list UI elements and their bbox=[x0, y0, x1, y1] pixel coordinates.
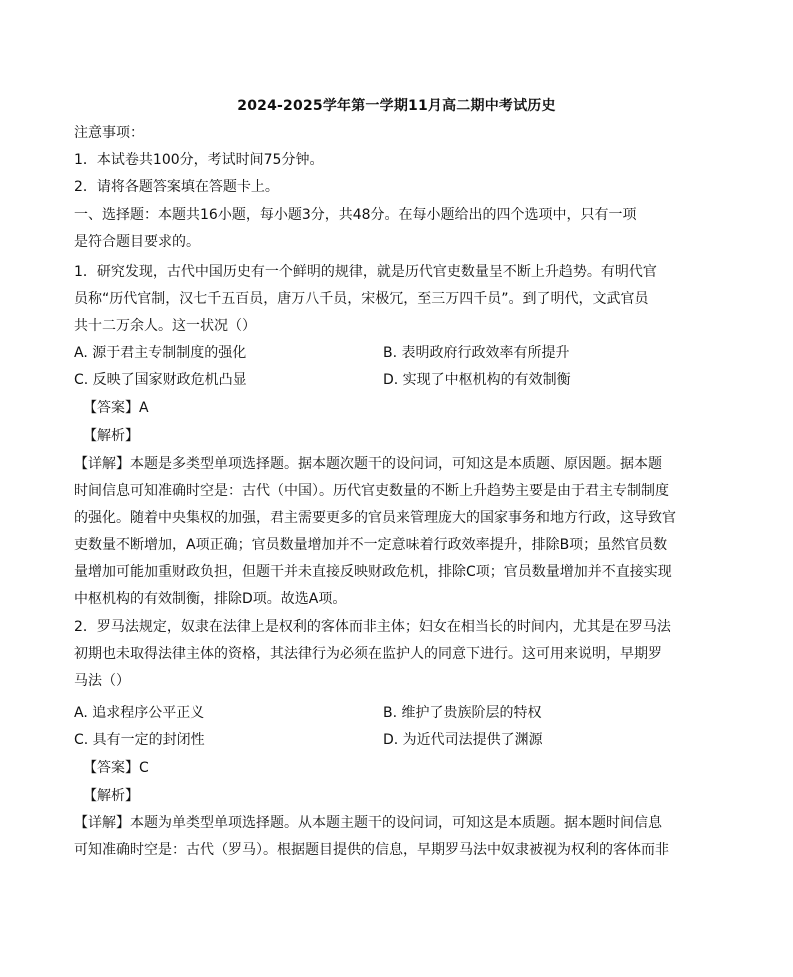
question-1-option-c: C. 反映了国家财政危机凸显 bbox=[74, 372, 247, 388]
question-1-detail-line-6: 中枢机构的有效制衡，排除D项。故选A项。 bbox=[74, 591, 347, 607]
question-1-stem-line-3: 共十二万余人。这一状况（） bbox=[74, 318, 256, 334]
notice-item-1: 1．本试卷共100分，考试时间75分钟。 bbox=[74, 152, 324, 168]
question-2-answer: 【答案】C bbox=[83, 760, 149, 776]
notice-heading: 注意事项： bbox=[74, 125, 144, 141]
question-2-stem-line-2: 初期也未取得法律主体的资格，其法律行为必须在监护人的同意下进行。这可用来说明，早期罗 bbox=[74, 646, 662, 662]
exam-title: 2024-2025学年第一学期11月高二期中考试历史 bbox=[237, 98, 556, 114]
question-2-stem-line-3: 马法（） bbox=[74, 673, 130, 689]
notice-item-2: 2．请将各题答案填在答题卡上。 bbox=[74, 179, 279, 195]
question-1-option-d: D. 实现了中枢机构的有效制衡 bbox=[383, 372, 571, 388]
question-2-analysis-label: 【解析】 bbox=[83, 788, 139, 804]
section-instructions-line-2: 是符合题目要求的。 bbox=[74, 234, 200, 250]
section-instructions-line-1: 一、选择题：本题共16小题，每小题3分，共48分。在每小题给出的四个选项中，只有一项 bbox=[74, 207, 637, 223]
question-1-detail-line-3: 的强化。随着中央集权的加强，君主需要更多的官员来管理庞大的国家事务和地方行政，这导致官 bbox=[74, 510, 676, 526]
question-1-detail-line-5: 量增加可能加重财政负担，但题干并未直接反映财政危机，排除C项；官员数量增加并不直接实现 bbox=[74, 564, 672, 580]
question-2-option-c: C. 具有一定的封闭性 bbox=[74, 732, 205, 748]
question-1-detail-line-2: 时间信息可知准确时空是：古代（中国）。历代官吏数量的不断上升趋势主要是由于君主专制制度 bbox=[74, 483, 669, 499]
question-2-detail-line-1: 【详解】本题为单类型单项选择题。从本题主题干的设问词，可知这是本质题。据本题时间信息 bbox=[74, 815, 662, 831]
question-2-detail-line-2: 可知准确时空是：古代（罗马）。根据题目提供的信息，早期罗马法中奴隶被视为权利的客体而非 bbox=[74, 842, 669, 858]
question-1-detail-line-1: 【详解】本题是多类型单项选择题。据本题次题干的设问词，可知这是本质题、原因题。据本题 bbox=[74, 456, 662, 472]
question-1-analysis-label: 【解析】 bbox=[83, 428, 139, 444]
question-1-stem-line-2: 员称“历代官制，汉七千五百员，唐万八千员，宋极冗，至三万四千员”。到了明代，文武官员 bbox=[74, 291, 649, 307]
question-2-stem-line-1: 2．罗马法规定，奴隶在法律上是权利的客体而非主体；妇女在相当长的时间内，尤其是在罗马法 bbox=[74, 619, 671, 635]
question-1-stem-line-1: 1．研究发现，古代中国历史有一个鲜明的规律，就是历代官吏数量呈不断上升趋势。有明代官 bbox=[74, 264, 657, 280]
question-1-answer: 【答案】A bbox=[83, 400, 149, 416]
question-2-option-b: B. 维护了贵族阶层的特权 bbox=[383, 705, 542, 721]
question-2-option-d: D. 为近代司法提供了渊源 bbox=[383, 732, 543, 748]
question-1-detail-line-4: 吏数量不断增加，A项正确；官员数量增加并不一定意味着行政效率提升，排除B项；虽然官员数 bbox=[74, 537, 668, 553]
question-1-option-b: B. 表明政府行政效率有所提升 bbox=[383, 345, 570, 361]
question-2-option-a: A. 追求程序公平正义 bbox=[74, 705, 205, 721]
question-1-option-a: A. 源于君主专制制度的强化 bbox=[74, 345, 247, 361]
